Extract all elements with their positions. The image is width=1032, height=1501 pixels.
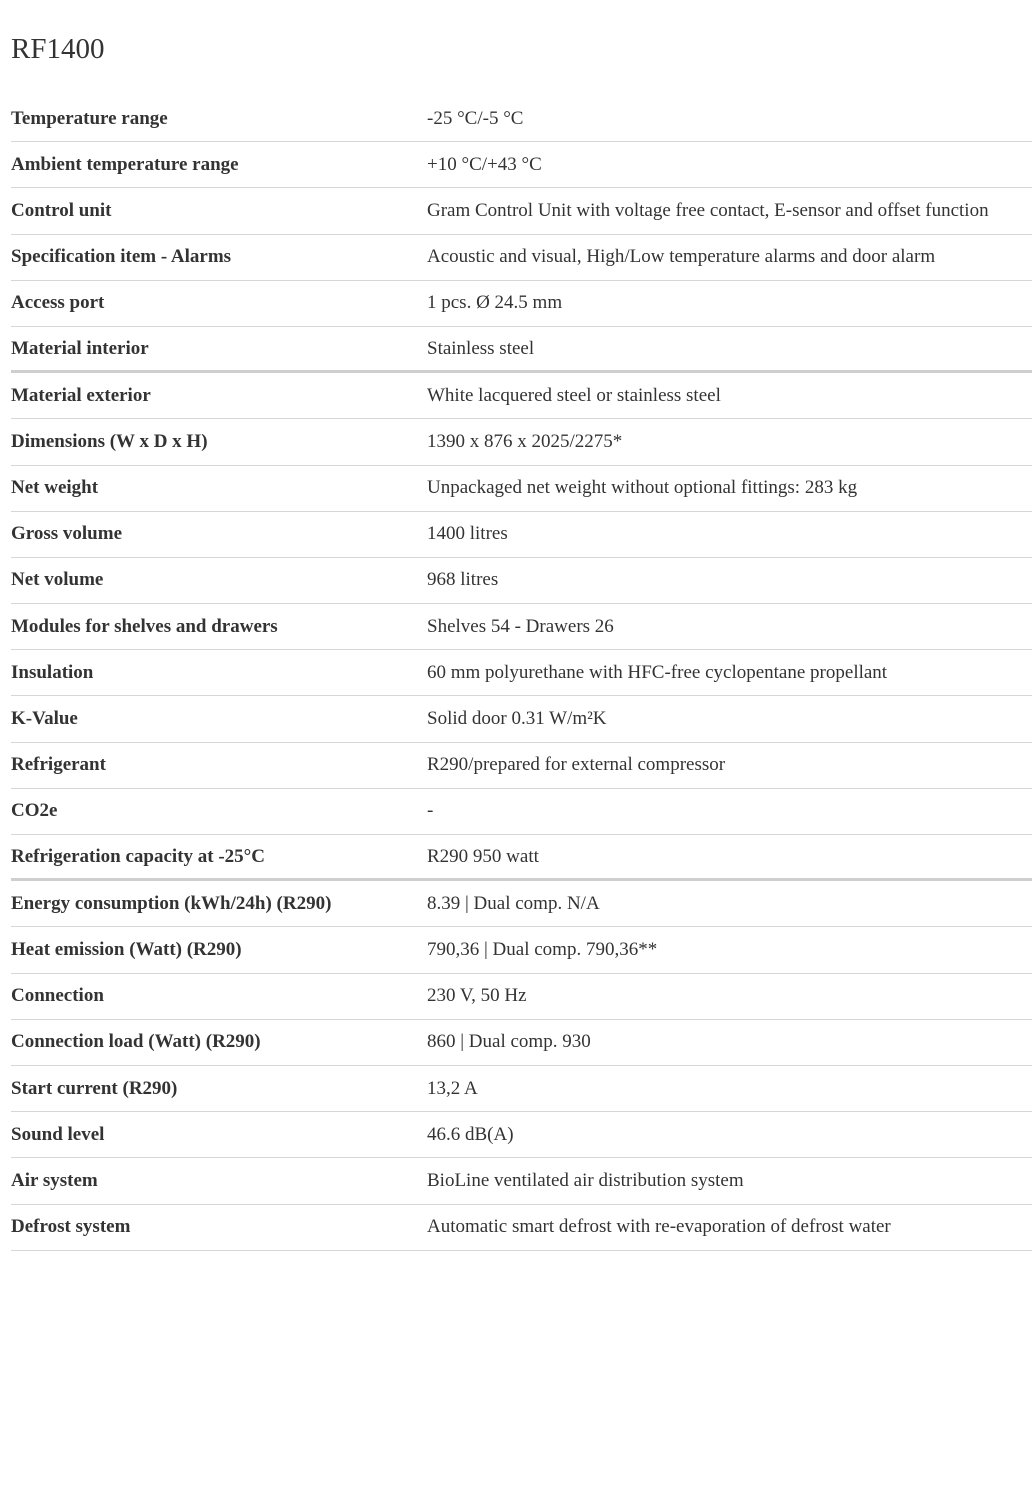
spec-label: Gross volume	[11, 523, 123, 545]
spec-value: BioLine ventilated air distribution system	[427, 1169, 744, 1191]
spec-value: -25 °C/-5 °C	[427, 107, 524, 129]
table-row	[11, 696, 1032, 742]
spec-value: 968 litres	[427, 569, 499, 591]
spec-value: 46.6 dB(A)	[427, 1123, 514, 1145]
spec-value: Acoustic and visual, High/Low temperature alarms and door alarm	[427, 246, 936, 268]
table-row	[11, 512, 1032, 558]
table-row	[11, 1158, 1032, 1204]
table-row	[11, 835, 1032, 881]
spec-label: Ambient temperature range	[11, 153, 239, 175]
spec-label: Net weight	[11, 477, 99, 499]
spec-label: K-Value	[11, 708, 78, 730]
table-row	[11, 650, 1032, 696]
spec-value: 1400 litres	[427, 523, 508, 545]
table-row	[11, 235, 1032, 281]
spec-label: Specification item - Alarms	[11, 246, 232, 268]
spec-value: Solid door 0.31 W/m²K	[427, 708, 607, 730]
table-row	[11, 373, 1032, 419]
spec-label: Modules for shelves and drawers	[11, 615, 278, 637]
spec-label: Start current (R290)	[11, 1077, 178, 1099]
spec-value: +10 °C/+43 °C	[427, 153, 542, 175]
table-row	[11, 466, 1032, 512]
spec-value: 13,2 A	[427, 1077, 478, 1099]
spec-value: 60 mm polyurethane with HFC-free cyclopentane propellant	[427, 661, 888, 683]
spec-label: Refrigerant	[11, 754, 106, 776]
table-row	[11, 281, 1032, 327]
spec-label: CO2e	[11, 800, 58, 822]
spec-label: Connection	[11, 985, 104, 1007]
page-title: RF1400	[11, 33, 105, 65]
spec-label: Control unit	[11, 199, 112, 221]
spec-label: Net volume	[11, 569, 104, 591]
spec-table	[11, 96, 1032, 1251]
spec-value: Gram Control Unit with voltage free contact, E-sensor and offset function	[427, 199, 989, 221]
spec-value: White lacquered steel or stainless steel	[427, 384, 721, 406]
table-row	[11, 188, 1032, 234]
table-row	[11, 96, 1032, 142]
spec-label: Refrigeration capacity at -25°C	[11, 845, 265, 867]
table-row	[11, 743, 1032, 789]
table-row	[11, 789, 1032, 835]
table-row	[11, 604, 1032, 650]
spec-value: 1 pcs. Ø 24.5 mm	[427, 292, 563, 314]
spec-label: Sound level	[11, 1123, 105, 1145]
spec-value: R290/prepared for external compressor	[427, 754, 726, 776]
spec-label: Dimensions (W x D x H)	[11, 430, 208, 452]
spec-value: Automatic smart defrost with re-evaporation of defrost water	[427, 1216, 891, 1238]
table-row	[11, 142, 1032, 188]
table-row	[11, 974, 1032, 1020]
table-row	[11, 881, 1032, 927]
spec-label: Temperature range	[11, 107, 168, 129]
table-row	[11, 1020, 1032, 1066]
table-row	[11, 1112, 1032, 1158]
spec-label: Insulation	[11, 661, 94, 683]
spec-label: Connection load (Watt) (R290)	[11, 1031, 261, 1053]
spec-value: Unpackaged net weight without optional fittings: 283 kg	[427, 477, 858, 499]
spec-value: 8.39 | Dual comp. N/A	[427, 892, 600, 914]
spec-value: 230 V, 50 Hz	[427, 985, 527, 1007]
table-row	[11, 327, 1032, 373]
spec-value: -	[427, 800, 434, 822]
table-row	[11, 419, 1032, 465]
spec-value: 1390 x 876 x 2025/2275*	[427, 430, 623, 452]
spec-label: Access port	[11, 292, 105, 314]
spec-label: Material exterior	[11, 384, 151, 406]
spec-value: Shelves 54 - Drawers 26	[427, 615, 614, 637]
spec-value: 790,36 | Dual comp. 790,36**	[427, 938, 658, 960]
spec-value: Stainless steel	[427, 337, 535, 359]
spec-label: Defrost system	[11, 1216, 131, 1238]
table-row	[11, 1066, 1032, 1112]
spec-value: 860 | Dual comp. 930	[427, 1031, 591, 1053]
table-row	[11, 927, 1032, 973]
spec-label: Heat emission (Watt) (R290)	[11, 938, 242, 960]
table-row	[11, 558, 1032, 604]
spec-value: R290 950 watt	[427, 845, 539, 867]
table-row	[11, 1205, 1032, 1251]
spec-label: Material interior	[11, 337, 149, 359]
spec-label: Energy consumption (kWh/24h) (R290)	[11, 892, 332, 914]
spec-label: Air system	[11, 1169, 98, 1191]
